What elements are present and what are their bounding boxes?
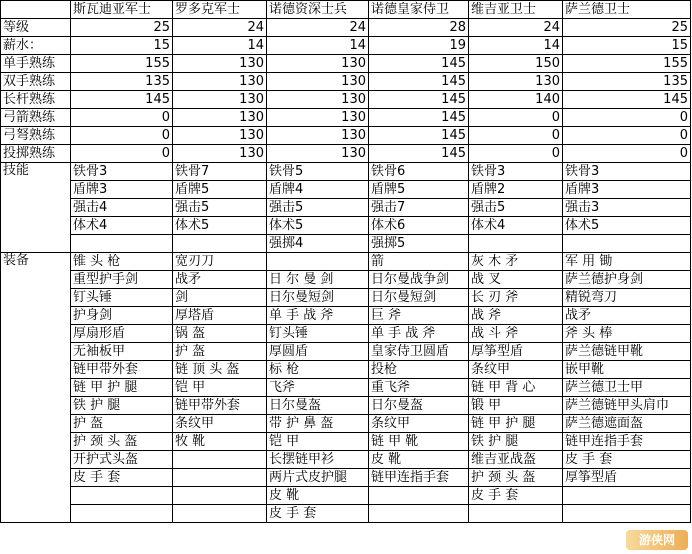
equipment-row <box>1 325 691 343</box>
equipment-item: 条纹甲 <box>173 415 267 433</box>
equipment-item: 厚扇形盾 <box>71 325 173 343</box>
stat-row <box>1 109 691 127</box>
equipment-item: 钉头锤 <box>267 325 369 343</box>
equipment-item: 开护式头盔 <box>71 451 173 469</box>
skills-item: 盾牌2 <box>469 181 563 199</box>
equipment-row <box>1 469 691 487</box>
equipment-item: 条纹甲 <box>369 415 469 433</box>
equipment-item: 皮 手 套 <box>563 451 691 469</box>
equipment-item: 投枪 <box>369 361 469 379</box>
equipment-item: 日尔曼战争剑 <box>369 271 469 289</box>
equipment-item <box>563 505 691 523</box>
stat-label: 长杆熟练 <box>1 91 71 109</box>
skills-item: 强掷4 <box>267 235 369 253</box>
corner-cell <box>1 1 71 19</box>
equipment-item: 标 枪 <box>267 361 369 379</box>
equipment-item <box>267 253 369 271</box>
equipment-row <box>1 307 691 325</box>
stat-value: 0 <box>71 145 173 163</box>
stat-row <box>1 55 691 73</box>
equipment-item: 萨兰德护身剑 <box>563 271 691 289</box>
stat-value: 130 <box>267 55 369 73</box>
stat-value: 0 <box>71 127 173 145</box>
skills-item: 体术6 <box>369 217 469 235</box>
equipment-item: 重飞斧 <box>369 379 469 397</box>
stat-value: 25 <box>71 19 173 37</box>
equipment-item: 嵌甲靴 <box>563 361 691 379</box>
equipment-item: 厚圆盾 <box>267 343 369 361</box>
equipment-item: 链甲连指手套 <box>369 469 469 487</box>
equipment-row <box>1 343 691 361</box>
stat-value: 145 <box>369 55 469 73</box>
skills-item: 铁骨3 <box>71 163 173 181</box>
stat-value: 15 <box>563 37 691 55</box>
equipment-item: 锻 甲 <box>469 397 563 415</box>
equipment-row <box>1 289 691 307</box>
equipment-item: 日尔曼短剑 <box>267 289 369 307</box>
stat-value: 14 <box>469 37 563 55</box>
stat-value: 145 <box>369 109 469 127</box>
equipment-item: 条纹甲 <box>469 361 563 379</box>
equipment-item: 铠 甲 <box>173 379 267 397</box>
stat-value: 145 <box>369 145 469 163</box>
header-row <box>1 1 691 19</box>
equipment-item: 皮 靴 <box>267 487 369 505</box>
equipment-item: 长摆链甲衫 <box>267 451 369 469</box>
equipment-item: 牧 靴 <box>173 433 267 451</box>
equipment-item <box>173 469 267 487</box>
equipment-item: 单 手 战 斧 <box>267 307 369 325</box>
equipment-row <box>1 505 691 523</box>
stat-value: 130 <box>267 91 369 109</box>
stat-label: 单手熟练 <box>1 55 71 73</box>
skills-item: 铁骨3 <box>563 163 691 181</box>
equipment-item: 飞斧 <box>267 379 369 397</box>
stat-value: 135 <box>71 73 173 91</box>
stat-label: 弓箭熟练 <box>1 109 71 127</box>
skills-item: 强击5 <box>267 199 369 217</box>
stat-value: 130 <box>173 127 267 145</box>
stat-value: 145 <box>71 91 173 109</box>
skills-item: 铁骨5 <box>267 163 369 181</box>
stat-value: 15 <box>71 37 173 55</box>
equipment-row <box>1 487 691 505</box>
equipment-item: 链 甲 背 心 <box>469 379 563 397</box>
equipment-item: 战矛 <box>563 307 691 325</box>
equipment-item: 链甲带外套 <box>71 361 173 379</box>
equipment-item: 铁 护 腿 <box>71 397 173 415</box>
site-watermark-logo: 游侠网 <box>626 530 688 550</box>
equipment-row <box>1 379 691 397</box>
equipment-item: 链 甲 护 腿 <box>469 415 563 433</box>
stat-value: 0 <box>563 145 691 163</box>
skills-row <box>1 181 691 199</box>
stat-value: 0 <box>469 127 563 145</box>
stat-row <box>1 37 691 55</box>
equipment-item <box>469 505 563 523</box>
stat-label: 弓弩熟练 <box>1 127 71 145</box>
equipment-item: 无袖板甲 <box>71 343 173 361</box>
stat-row <box>1 145 691 163</box>
stat-value: 145 <box>369 127 469 145</box>
stat-value: 0 <box>563 109 691 127</box>
equipment-item: 链 甲 护 腿 <box>71 379 173 397</box>
stat-value: 155 <box>563 55 691 73</box>
equipment-item: 萨兰德遮面盔 <box>563 415 691 433</box>
equipment-item: 护 盔 <box>173 343 267 361</box>
equipment-section-label: 装备 <box>1 253 71 523</box>
stat-value: 24 <box>469 19 563 37</box>
equipment-item <box>563 487 691 505</box>
unit-name-header: 斯瓦迪亚军士 <box>71 1 173 19</box>
equipment-item: 厚塔盾 <box>173 307 267 325</box>
skills-row <box>1 199 691 217</box>
equipment-item: 厚筝型盾 <box>469 343 563 361</box>
equipment-item: 护 颈 头 盔 <box>71 433 173 451</box>
stat-value: 19 <box>369 37 469 55</box>
skills-row <box>1 163 691 181</box>
skills-section-label: 技能 <box>1 163 71 253</box>
equipment-item: 单 手 战 斧 <box>369 325 469 343</box>
unit-name-header: 诺德皇家侍卫 <box>369 1 469 19</box>
equipment-item: 精锐弯刀 <box>563 289 691 307</box>
stat-value: 130 <box>173 91 267 109</box>
stat-value: 0 <box>469 109 563 127</box>
skills-item: 体术4 <box>71 217 173 235</box>
skills-item: 强击5 <box>173 199 267 217</box>
equipment-item <box>369 505 469 523</box>
equipment-item: 厚筝型盾 <box>563 469 691 487</box>
stat-value: 130 <box>267 109 369 127</box>
stat-value: 140 <box>469 91 563 109</box>
unit-name-header: 维吉亚卫士 <box>469 1 563 19</box>
equipment-item: 链 甲 靴 <box>369 433 469 451</box>
skills-item: 盾牌4 <box>267 181 369 199</box>
equipment-item: 铁 护 腿 <box>469 433 563 451</box>
equipment-item <box>173 487 267 505</box>
equipment-item: 维吉亚战盔 <box>469 451 563 469</box>
stat-value: 0 <box>71 109 173 127</box>
skills-item: 体术5 <box>267 217 369 235</box>
equipment-item: 皮 手 套 <box>267 505 369 523</box>
equipment-item: 宽刃刀 <box>173 253 267 271</box>
equipment-item: 战矛 <box>173 271 267 289</box>
equipment-item: 锥 头 枪 <box>71 253 173 271</box>
stat-value: 14 <box>173 37 267 55</box>
equipment-item: 灰 木 矛 <box>469 253 563 271</box>
equipment-item: 战 叉 <box>469 271 563 289</box>
stat-value: 130 <box>173 73 267 91</box>
equipment-item: 萨兰德链甲靴 <box>563 343 691 361</box>
equipment-item: 皮 靴 <box>369 451 469 469</box>
equipment-item <box>173 451 267 469</box>
stat-row <box>1 91 691 109</box>
equipment-item: 剑 <box>173 289 267 307</box>
equipment-item: 日尔曼短剑 <box>369 289 469 307</box>
skills-item <box>71 235 173 253</box>
equipment-item: 链 顶 头 盔 <box>173 361 267 379</box>
equipment-item: 巨 斧 <box>369 307 469 325</box>
skills-item: 盾牌3 <box>71 181 173 199</box>
skills-item: 铁骨7 <box>173 163 267 181</box>
skills-item: 强击4 <box>71 199 173 217</box>
equipment-item: 箭 <box>369 253 469 271</box>
skills-item: 强击5 <box>469 199 563 217</box>
skills-item: 强击7 <box>369 199 469 217</box>
stat-label: 等级 <box>1 19 71 37</box>
skills-item: 强掷5 <box>369 235 469 253</box>
unit-name-header: 罗多克军士 <box>173 1 267 19</box>
equipment-item: 铠 甲 <box>267 433 369 451</box>
equipment-row <box>1 271 691 289</box>
equipment-item <box>71 487 173 505</box>
equipment-item: 日尔曼盔 <box>369 397 469 415</box>
skills-item: 铁骨3 <box>469 163 563 181</box>
skills-item: 盾牌5 <box>173 181 267 199</box>
equipment-item: 日 尔 曼 剑 <box>267 271 369 289</box>
equipment-row <box>1 253 691 271</box>
stat-label: 薪水： <box>1 37 71 55</box>
stat-value: 24 <box>173 19 267 37</box>
skills-item <box>469 235 563 253</box>
equipment-item: 护 盔 <box>71 415 173 433</box>
equipment-item: 战 斧 <box>469 307 563 325</box>
stat-row <box>1 19 691 37</box>
stat-value: 14 <box>267 37 369 55</box>
stat-value: 130 <box>267 145 369 163</box>
equipment-item <box>71 505 173 523</box>
stat-row <box>1 127 691 145</box>
equipment-row <box>1 433 691 451</box>
equipment-item: 护 颈 头 盔 <box>469 469 563 487</box>
equipment-item: 带 护 鼻 盔 <box>267 415 369 433</box>
skills-item: 强击3 <box>563 199 691 217</box>
equipment-item: 皮 手 套 <box>71 469 173 487</box>
equipment-row <box>1 451 691 469</box>
equipment-item: 萨兰德链甲头肩巾 <box>563 397 691 415</box>
equipment-item: 护身剑 <box>71 307 173 325</box>
stat-value: 150 <box>469 55 563 73</box>
stat-value: 0 <box>563 127 691 145</box>
equipment-item: 战 斗 斧 <box>469 325 563 343</box>
equipment-item: 萨兰德卫士甲 <box>563 379 691 397</box>
stat-value: 130 <box>173 109 267 127</box>
stat-value: 130 <box>469 73 563 91</box>
stat-value: 24 <box>267 19 369 37</box>
stat-value: 25 <box>563 19 691 37</box>
stat-label: 投掷熟练 <box>1 145 71 163</box>
equipment-item: 皇家侍卫圆盾 <box>369 343 469 361</box>
skills-item: 铁骨6 <box>369 163 469 181</box>
stat-value: 130 <box>267 127 369 145</box>
stat-value: 145 <box>563 91 691 109</box>
equipment-item: 斧 头 棒 <box>563 325 691 343</box>
skills-row <box>1 235 691 253</box>
stat-value: 130 <box>173 55 267 73</box>
skills-item: 盾牌3 <box>563 181 691 199</box>
stat-row <box>1 73 691 91</box>
skills-item <box>173 235 267 253</box>
stat-value: 135 <box>563 73 691 91</box>
stat-value: 145 <box>369 73 469 91</box>
skills-item: 体术5 <box>563 217 691 235</box>
skills-row <box>1 217 691 235</box>
equipment-row <box>1 397 691 415</box>
equipment-item: 长 刃 斧 <box>469 289 563 307</box>
unit-name-header: 萨兰德卫士 <box>563 1 691 19</box>
equipment-item: 链甲连指手套 <box>563 433 691 451</box>
equipment-row <box>1 415 691 433</box>
equipment-item: 军 用 锄 <box>563 253 691 271</box>
equipment-item: 重型护手剑 <box>71 271 173 289</box>
stat-value: 145 <box>369 91 469 109</box>
stat-value: 28 <box>369 19 469 37</box>
equipment-item <box>369 487 469 505</box>
equipment-row <box>1 361 691 379</box>
equipment-item: 锅 盔 <box>173 325 267 343</box>
stat-value: 130 <box>173 145 267 163</box>
equipment-item <box>173 505 267 523</box>
equipment-item: 链甲带外套 <box>173 397 267 415</box>
skills-item: 体术5 <box>173 217 267 235</box>
equipment-item: 日尔曼盔 <box>267 397 369 415</box>
stat-label: 双手熟练 <box>1 73 71 91</box>
equipment-item: 皮 手 套 <box>469 487 563 505</box>
stat-value: 130 <box>267 73 369 91</box>
skills-item <box>563 235 691 253</box>
stat-value: 155 <box>71 55 173 73</box>
equipment-item: 两片式皮护腿 <box>267 469 369 487</box>
stat-value: 0 <box>469 145 563 163</box>
skills-item: 盾牌5 <box>369 181 469 199</box>
equipment-item: 钉头锤 <box>71 289 173 307</box>
skills-item: 体术4 <box>469 217 563 235</box>
unit-name-header: 诺德资深士兵 <box>267 1 369 19</box>
